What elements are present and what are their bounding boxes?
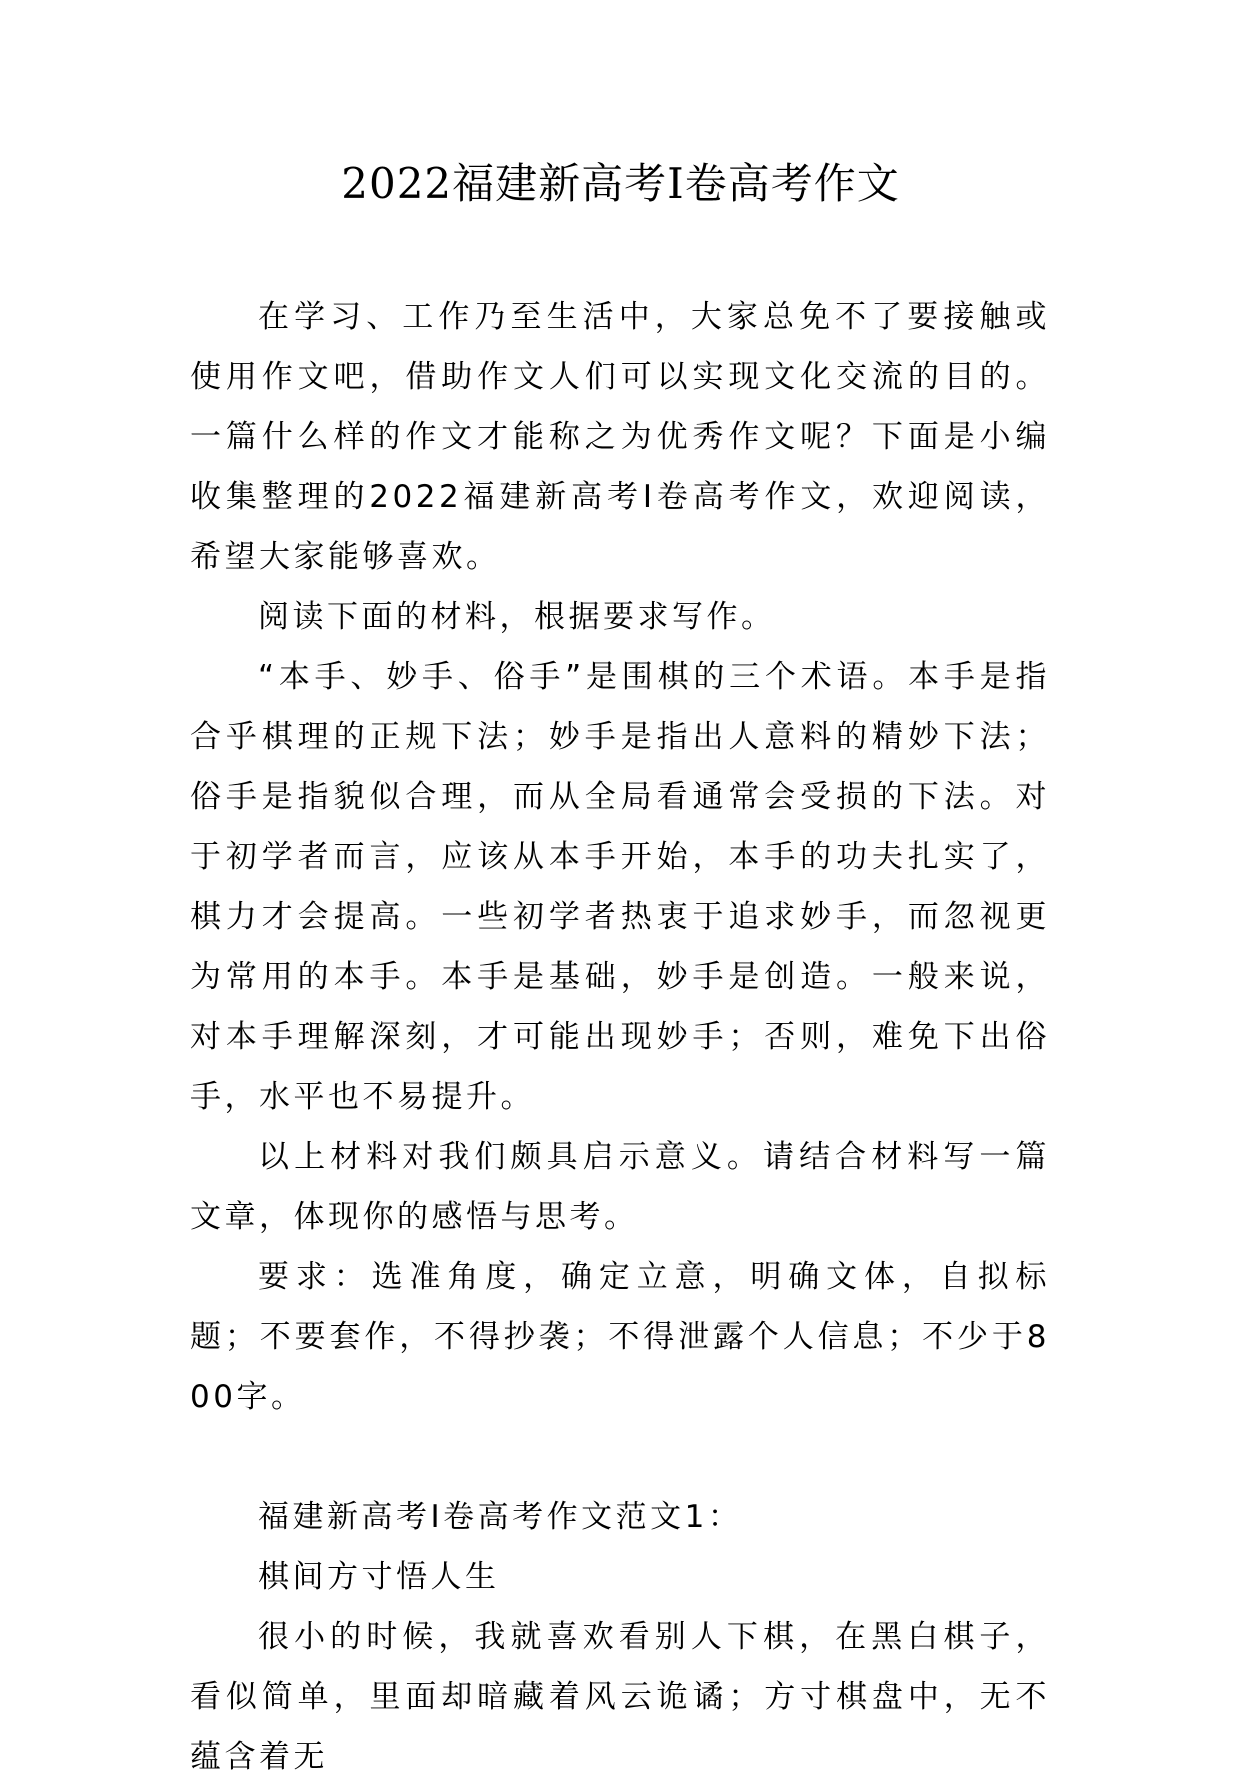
requirements-paragraph: 要求：选准角度，确定立意，明确文体，自拟标题；不要套作，不得抄袭；不得泄露个人信息；不少于800字。 — [190, 1259, 1050, 1415]
material-paragraph: “本手、妙手、俗手”是围棋的三个术语。本手是指合乎棋理的正规下法；妙手是指出人意料的精妙下法；俗手是指貌似合理，而从全局看通常会受损的下法。对于初学者而言，应该从本手开始，本手的功夫扎实了，棋力才会提高。一些初学者热衷于追求妙手，而忽视更为常用的本手。本手是基础，妙手是创造。一般来说，对本手理解深刻，才可能出现妙手；否则，难免下出俗手，水平也不易提升。 — [190, 659, 1050, 1115]
document-body — [190, 287, 1050, 1787]
document-title: 2022福建新高考Ⅰ卷高考作文 — [341, 159, 900, 208]
sample-essay-title: 棋间方寸悟人生 — [258, 1559, 500, 1595]
sample-essay-paragraph: 很小的时候，我就喜欢看别人下棋，在黑白棋子，看似简单，里面却暗藏着风云诡谲；方寸棋盘中，无不蕴含着无 — [190, 1619, 1050, 1775]
sample-essay-heading: 福建新高考Ⅰ卷高考作文范文1： — [258, 1499, 743, 1535]
intro-paragraph: 在学习、工作乃至生活中，大家总免不了要接触或使用作文吧，借助作文人们可以实现文化交流的目的。一篇什么样的作文才能称之为优秀作文呢？下面是小编收集整理的2022福建新高考Ⅰ卷高考作文，欢迎阅读，希望大家能够喜欢。 — [190, 299, 1050, 575]
section-gap — [190, 1427, 1050, 1487]
instruction-paragraph: 阅读下面的材料，根据要求写作。 — [258, 599, 776, 635]
prompt-paragraph: 以上材料对我们颇具启示意义。请结合材料写一篇文章，体现你的感悟与思考。 — [190, 1139, 1050, 1235]
